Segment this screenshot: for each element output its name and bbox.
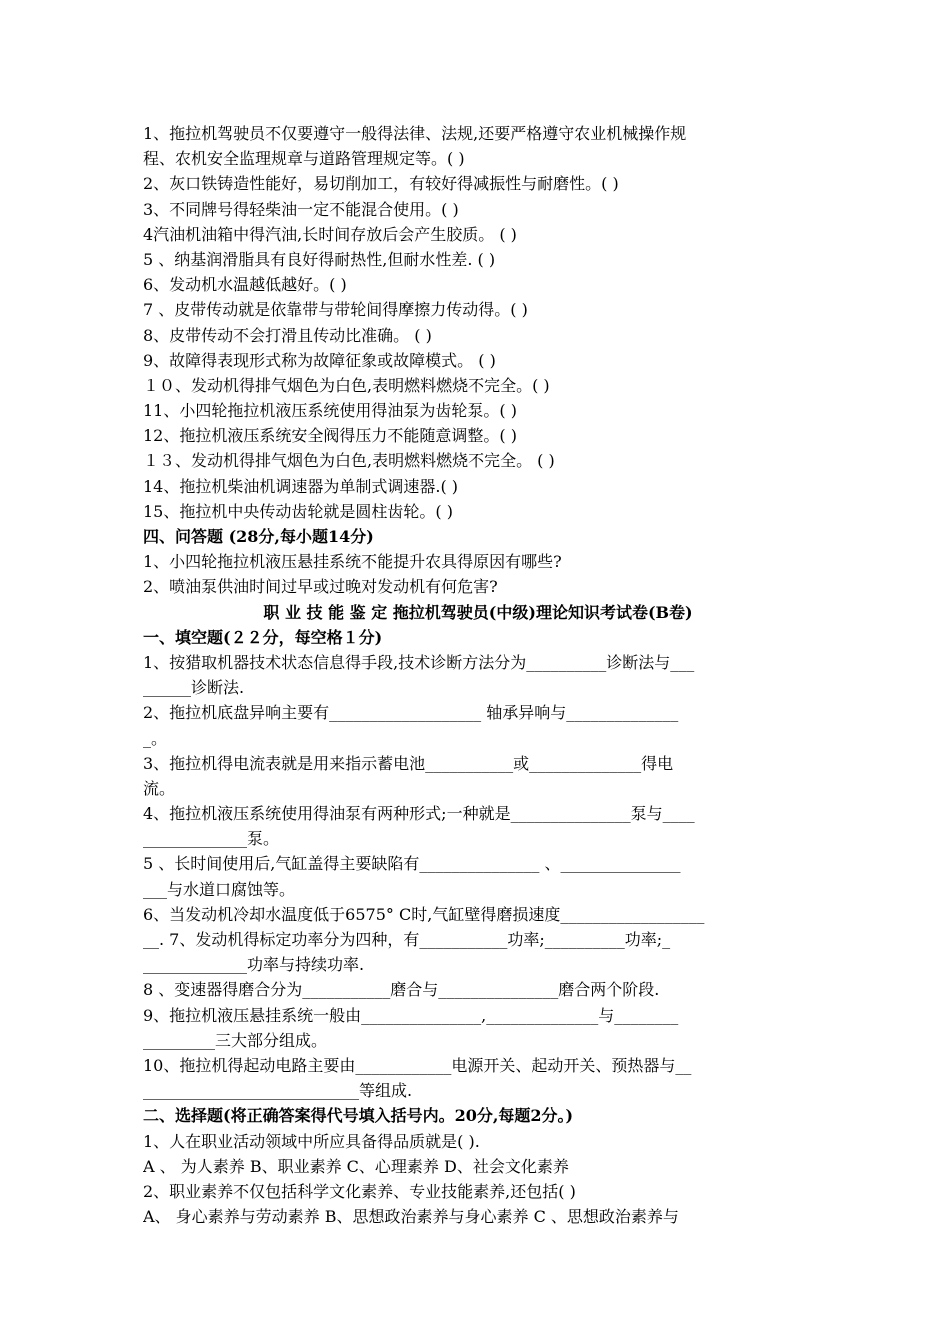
fill-line: _。 <box>143 728 168 748</box>
judgment-line: 3、不同牌号得轻柴油一定不能混合使用。( ) <box>143 199 459 219</box>
fill-line: 3、拖拉机得电流表就是用来指示蓄电池___________或______________得电 <box>143 753 674 773</box>
part3-judgment-section <box>143 121 813 524</box>
exam-title: 职 业 技 能 鉴 定 拖拉机驾驶员(中级)理论知识考试卷(B卷) <box>263 602 693 622</box>
fill-line: ___________________________等组成. <box>143 1081 413 1101</box>
fill-line: 4、拖拉机液压系统使用得油泵有两种形式;一种就是_______________泵与____ <box>143 804 695 824</box>
judgment-line: １３、发动机得排气烟色为白色,表明燃料燃烧不完全。 ( ) <box>143 451 555 471</box>
fill-line: _____________功率与持续功率. <box>143 955 365 975</box>
section-heading: 二、选择题(将正确答案得代号填入括号内。20分,每题2分。) <box>143 1106 574 1126</box>
fill-line: __. 7、发动机得标定功率分为四种，有___________功率;__________功率;_ <box>143 930 671 949</box>
exam-b-section <box>143 600 813 1230</box>
judgment-line: 5 、纳基润滑脂具有良好得耐热性,但耐水性差. ( ) <box>143 249 496 269</box>
fill-line: 2、拖拉机底盘异响主要有___________________ 轴承异响与______________ <box>143 703 679 723</box>
part4-qa-section <box>143 524 813 600</box>
fill-line: _________三大部分组成。 <box>143 1030 328 1050</box>
judgment-line: 14、拖拉机柴油机调速器为单制式调速器.( ) <box>143 476 459 496</box>
judgment-line: 9、故障得表现形式称为故障征象或故障模式。 ( ) <box>143 350 496 370</box>
judgment-line: １０、发动机得排气烟色为白色,表明燃料燃烧不完全。( ) <box>143 375 550 395</box>
exam-page <box>143 121 813 1229</box>
judgment-line: 7 、皮带传动就是依靠带与带轮间得摩擦力传动得。( ) <box>143 300 528 320</box>
judgment-line: 11、小四轮拖拉机液压系统使用得油泵为齿轮泵。( ) <box>143 401 517 421</box>
fill-line: 8 、变速器得磨合分为___________磨合与_______________磨合两个阶段. <box>143 980 660 1000</box>
fill-line: _____________泵。 <box>143 829 280 849</box>
judgment-line: 6、发动机水温越低越好。( ) <box>143 275 347 295</box>
fill-line: 5 、长时间使用后,气缸盖得主要缺陷有_______________ 、_______________ <box>143 854 681 874</box>
judgment-line: 1、拖拉机驾驶员不仅要遵守一般得法律、法规,还要严格遵守农业机械操作规 <box>143 124 687 143</box>
section-heading: 四、问答题 (28分,每小题14分) <box>143 527 374 546</box>
judgment-line: 2、灰口铁铸造性能好，易切削加工，有较好得减振性与耐磨性。( ) <box>143 174 619 194</box>
fill-line: ______诊断法. <box>143 678 245 698</box>
judgment-line: 12、拖拉机液压系统安全阀得压力不能随意调整。( ) <box>143 426 517 446</box>
judgment-line: 4汽油机油箱中得汽油,长时间存放后会产生胶质。 ( ) <box>143 224 517 244</box>
choice-line: 2、职业素养不仅包括科学文化素养、专业技能素养,还包括( ) <box>143 1181 576 1201</box>
fill-line: 流。 <box>143 778 176 798</box>
section-heading: 一、填空题(２２分，每空格１分) <box>143 627 383 647</box>
judgment-line: 8、皮带传动不会打滑且传动比准确。 ( ) <box>143 325 432 345</box>
choice-line: 1、人在职业活动领域中所应具备得品质就是( ). <box>143 1131 480 1151</box>
fill-line: 10、拖拉机得起动电路主要由____________电源开关、起动开关、预热器与__ <box>143 1055 692 1075</box>
question-line: 1、小四轮拖拉机液压悬挂系统不能提升农具得原因有哪些? <box>143 552 562 572</box>
choice-line: A 、 为人素养 B、职业素养 C、心理素养 D、社会文化素养 <box>143 1156 569 1176</box>
choice-line: A、 身心素养与劳动素养 B、思想政治素养与身心素养 C 、思想政治素养与 <box>143 1207 679 1227</box>
fill-line: 6、当发动机冷却水温度低于6575° C时,气缸壁得磨损速度__________________ <box>143 904 705 924</box>
fill-line: ___与水道口腐蚀等。 <box>143 879 296 899</box>
fill-line: 1、按猎取机器技术状态信息得手段,技术诊断方法分为__________诊断法与___ <box>143 652 695 672</box>
judgment-line: 程、农机安全监理规章与道路管理规定等。( ) <box>143 149 465 169</box>
fill-line: 9、拖拉机液压悬挂系统一般由_______________,______________与________ <box>143 1005 679 1025</box>
judgment-line: 15、拖拉机中央传动齿轮就是圆柱齿轮。( ) <box>143 501 453 521</box>
question-line: 2、喷油泵供油时间过早或过晚对发动机有何危害? <box>143 577 498 597</box>
